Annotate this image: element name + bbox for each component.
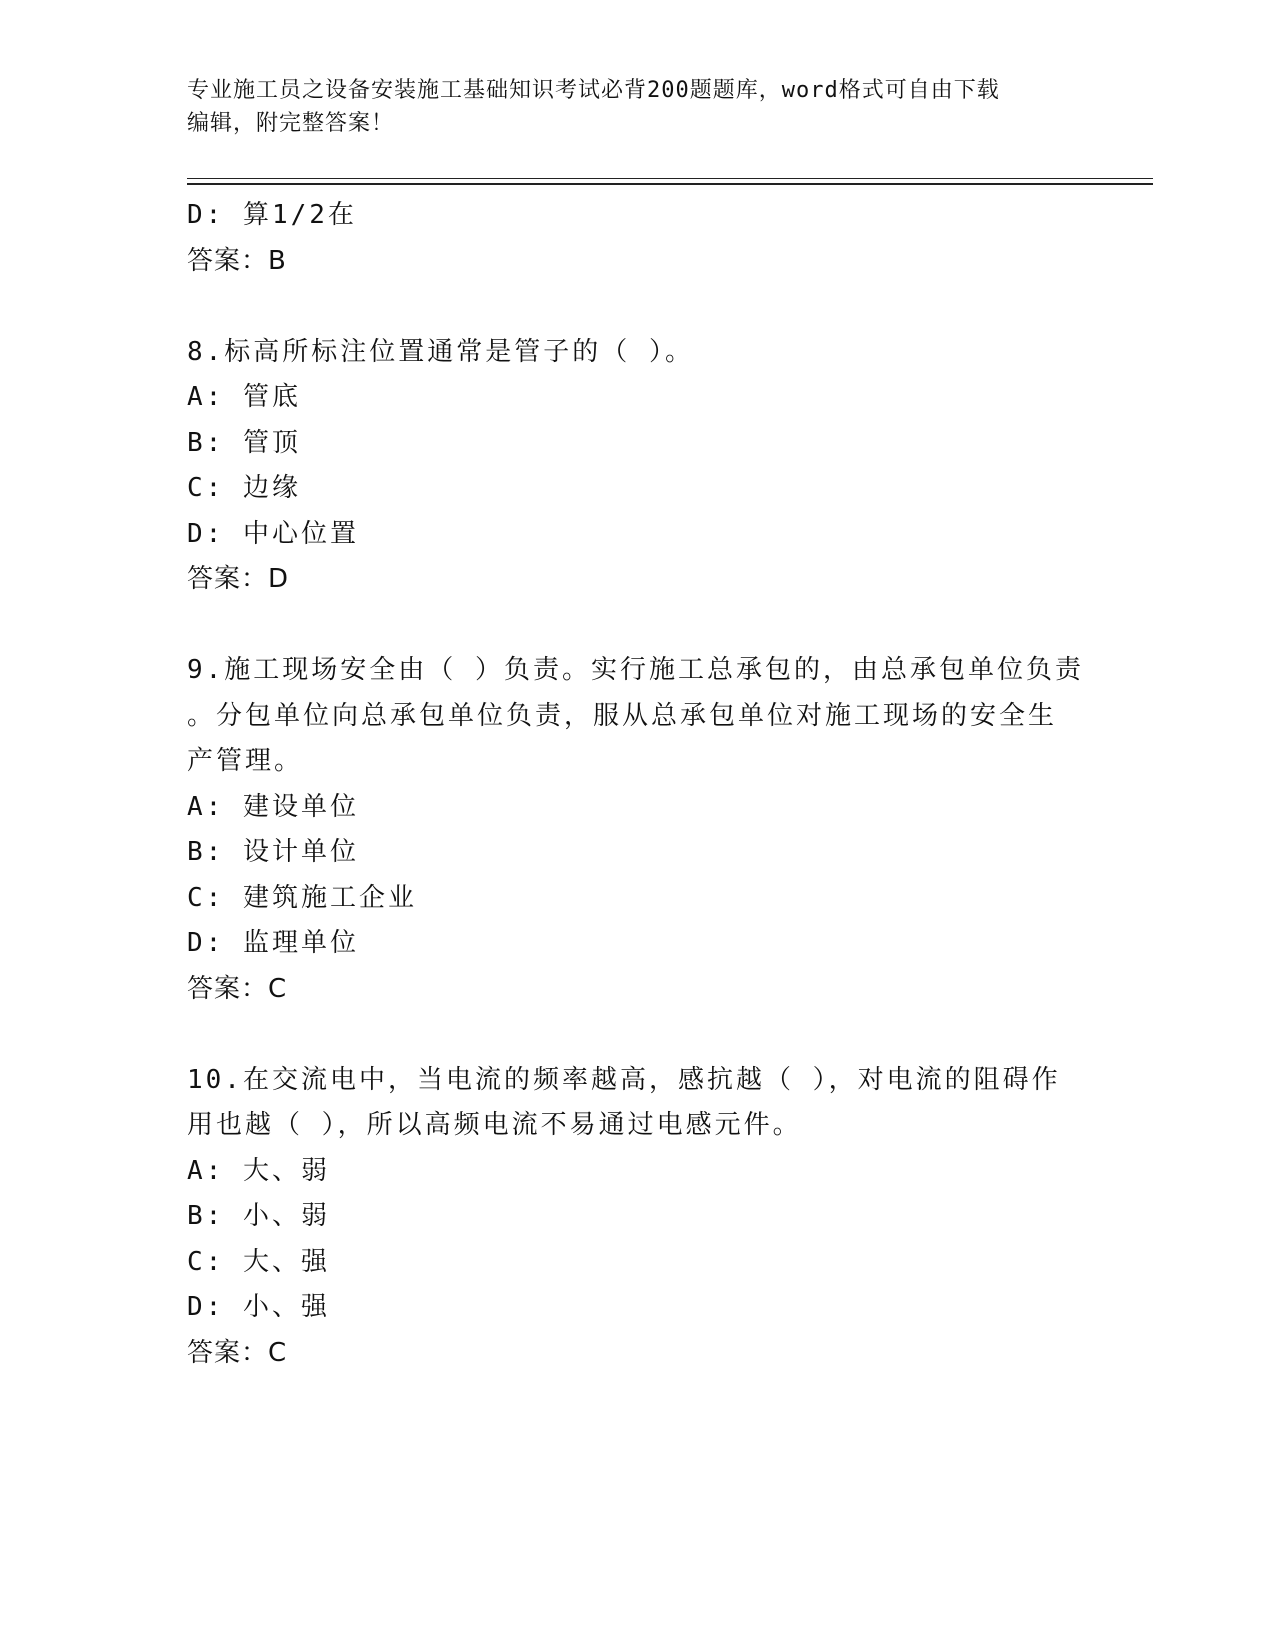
header-title-line-2: 编辑，附完整答案！: [187, 111, 395, 136]
option-b: B: 设计单位: [187, 837, 359, 867]
header-divider-thick: [187, 183, 1153, 185]
option-d: D: 算1/2在: [187, 200, 357, 230]
header-divider-thin: [187, 178, 1153, 179]
option-d: D: 小、强: [187, 1292, 330, 1322]
question-stem-line-1: 9.施工现场安全由（ ）负责。实行施工总承包的，由总承包单位负责: [187, 655, 1084, 685]
answer-line: 答案：C: [187, 973, 288, 1004]
option-b: B: 小、弱: [187, 1201, 330, 1231]
question-stem-line-3: 产管理。: [187, 746, 304, 776]
answer-line: 答案：C: [187, 1337, 288, 1368]
header-title-line-1: 专业施工员之设备安装施工基础知识考试必背200题题库，word格式可自由下载: [187, 78, 1000, 103]
question-stem-line-2: 。分包单位向总承包单位负责，服从总承包单位对施工现场的安全生: [187, 700, 1058, 731]
question-stem-line-1: 10.在交流电中，当电流的频率越高，感抗越（ ），对电流的阻碍作: [187, 1064, 1061, 1095]
option-b: B: 管顶: [187, 427, 301, 458]
question-stem-line-2: 用也越（ ），所以高频电流不易通过电感元件。: [187, 1110, 802, 1140]
option-d: D: 监理单位: [187, 928, 359, 958]
option-a: A: 大、弱: [187, 1155, 330, 1186]
spacer: [187, 284, 1087, 330]
answer-line: 答案：D: [187, 564, 290, 594]
option-a: A: 建设单位: [187, 791, 359, 822]
option-d: D: 中心位置: [187, 518, 359, 549]
question-10: [187, 1058, 1087, 1377]
question-8: [187, 330, 1087, 603]
question-stem: 8.标高所标注位置通常是管子的（ ）。: [187, 336, 694, 367]
option-c: C: 建筑施工企业: [187, 882, 417, 913]
question-list: [187, 193, 1087, 1376]
document-header: [187, 74, 1067, 140]
question-9: [187, 648, 1087, 1012]
answer-line: 答案：B: [187, 245, 287, 276]
option-c: C: 边缘: [187, 473, 301, 503]
option-a: A: 管底: [187, 382, 301, 412]
spacer: [187, 1012, 1087, 1058]
spacer: [187, 603, 1087, 649]
option-c: C: 大、强: [187, 1246, 330, 1277]
question-7-tail: [187, 193, 1087, 284]
